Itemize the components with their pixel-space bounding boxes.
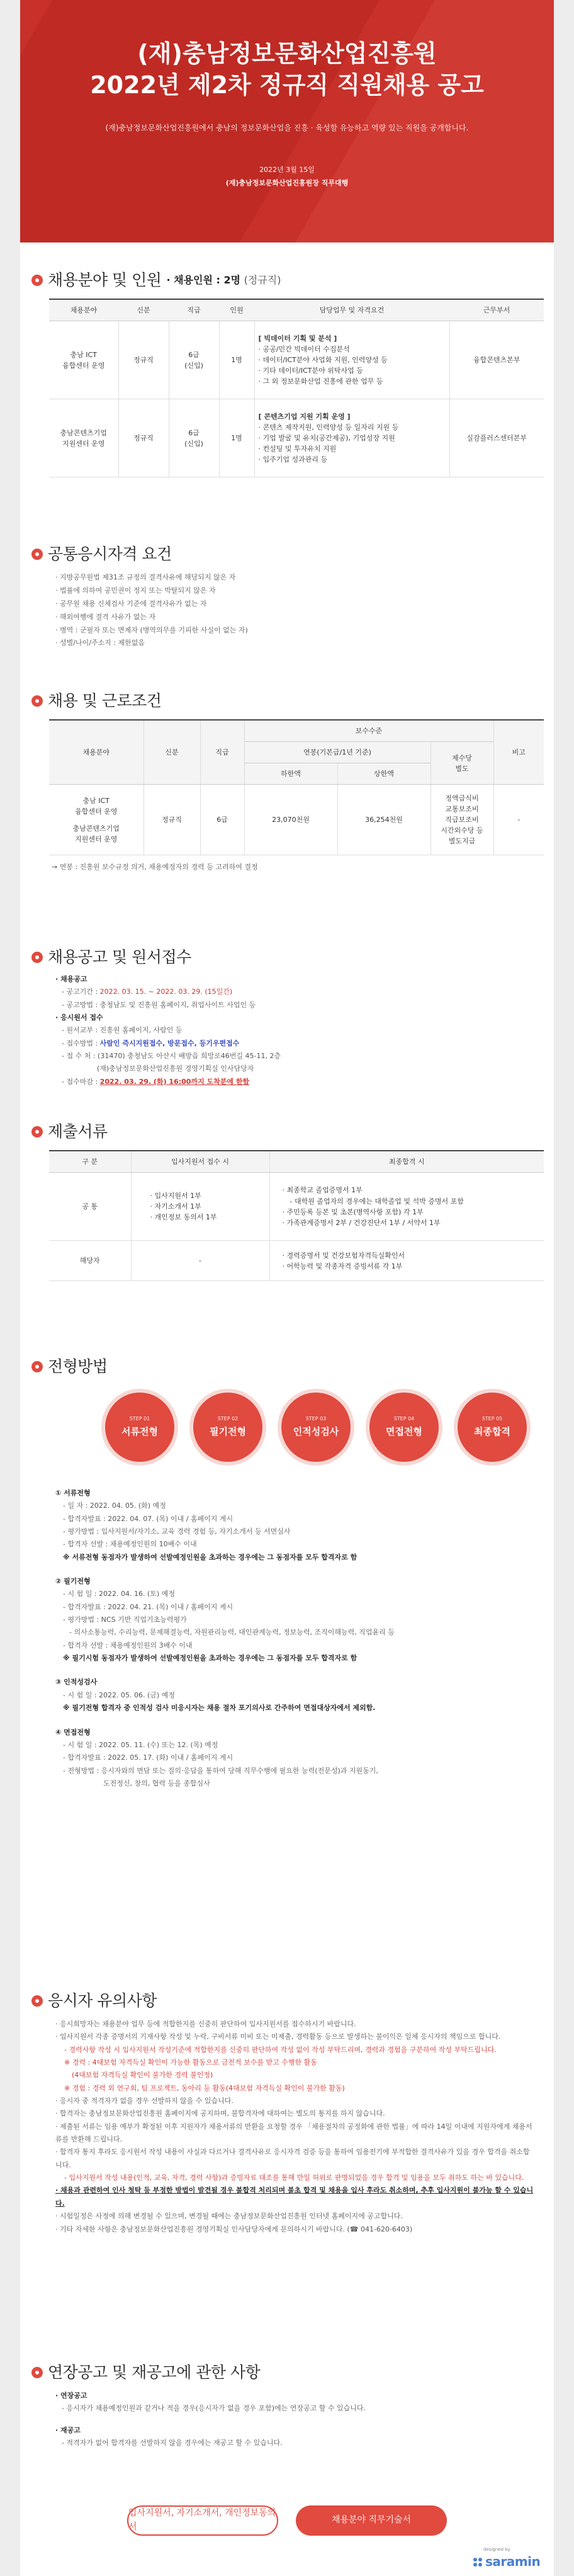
section-title xyxy=(31,948,554,967)
bullet-circle-icon xyxy=(31,1361,43,1372)
notice-item: · 응시희망자는 채용분야 업무 등에 적합한지를 신중히 판단하여 입사지원서를 접수하시기 바랍니다. xyxy=(55,2020,356,2028)
step-circle xyxy=(281,1393,351,1462)
hero-title xyxy=(20,38,554,101)
grade-type: (신입) xyxy=(184,361,203,370)
info-line: - 평가방법 : NCS 기반 직업기초능력평가 xyxy=(63,1616,187,1624)
duty-text: 콘텐츠 제작지원, 인력양성 등 일자리 지원 등 xyxy=(262,423,399,431)
info-line: - 적격자가 없어 합격자를 선발하지 않을 경우에는 재공고 할 수 있습니다. xyxy=(62,2439,283,2448)
process-steps xyxy=(105,1393,554,1462)
info-line: - 공고방법 : 충청남도 및 진흥원 홈페이지, 취업사이트 사업인 등 xyxy=(62,1000,256,1009)
duty-text: 공공/민간 빅데이터 수집분석 xyxy=(262,345,350,353)
info-line: 도전정신, 창의, 협력 등을 종합심사 xyxy=(103,1779,210,1787)
list-item: · 법률에 의하여 공민권이 정지 또는 박탈되지 않은 자 xyxy=(55,584,554,598)
notice-list xyxy=(55,2018,534,2236)
posting-period: 2022. 03. 15. ~ 2022. 03. 29. (15일간) xyxy=(99,988,233,996)
table-header: 하한액 xyxy=(244,763,337,785)
sub-heading: · 연장공고 xyxy=(55,2391,87,2400)
field-name: 충남콘텐츠기업 xyxy=(60,428,107,437)
doc-text: 어학능력 및 각종자격 증빙서류 각 1부 xyxy=(286,1262,403,1270)
doc-text: 입사지원서 1부 xyxy=(154,1191,201,1200)
doc-item: · 경력증명서 및 건강보험자격득실확인서 xyxy=(282,1251,405,1260)
info-line: - 의사소통능력, 수리능력, 문제해결능력, 자원관리능력, 대인관계능력, 정보능력, 조직이해능력, 직업윤리 등 xyxy=(69,1628,395,1637)
section-application xyxy=(20,948,554,1088)
field-name: 융합센터 운영 xyxy=(75,807,118,816)
info-text: - 일 자 : 2022. 04. 05. (화) 예정 xyxy=(63,1502,166,1510)
notice-item: - 입사지원서 작성 내용(인적, 교육, 자격, 경력 사항)과 증빙자료 대조를 통해 만일 허위로 판명되었을 경우 합격 및 임용을 모두 취하도 하는 바 있습니다. xyxy=(64,2174,524,2182)
notice-item: · 합격자는 충남정보문화산업진흥원 홈페이지에 공지하며, 불합격자에 대하여는 별도의 통지를 하지 않습니다. xyxy=(55,2109,385,2118)
info-line xyxy=(55,1500,554,1512)
note-cell: - xyxy=(493,785,544,855)
step-label: STEP 02 xyxy=(217,1415,239,1422)
duty-item: · 데이터/ICT분야 사업화 지원, 인력양성 등 xyxy=(258,356,388,365)
info-line: - 합격자발표 : 2022. 04. 21. (목) 이내 / 홈페이지 게시 xyxy=(63,1602,234,1611)
bullet-circle-icon xyxy=(31,549,43,560)
headcount-label xyxy=(166,273,281,288)
benefit-cell xyxy=(430,785,493,855)
bullet-circle-icon xyxy=(31,1995,43,2007)
bullet-circle-icon xyxy=(31,2367,43,2378)
doc-item: · 자기소개서 1부 xyxy=(150,1202,201,1211)
category-cell: 해당자 xyxy=(49,1241,131,1281)
info-line: - 접 수 처 : (31470) 충청남도 아산시 배방읍 희망로46번길 45-11, 2층 xyxy=(62,1052,281,1061)
saramin-wordmark: saramin xyxy=(485,2554,541,2569)
step-circle xyxy=(458,1393,527,1462)
notice-item: (4대보험 자격득실 확인이 불가한 경력 불인정) xyxy=(72,2071,213,2080)
warning-line: ※ 필기전형 합격자 중 인적성 검사 미응시자는 채용 절차 포기의사로 간주하여 면접대상자에서 제외함. xyxy=(63,1704,376,1713)
doc-item: · 주민등록 등본 및 초본(병역사항 포함) 각 1부 xyxy=(282,1207,424,1216)
headcount-type: (정규직) xyxy=(244,273,281,286)
table-row xyxy=(49,321,544,399)
duty-item: · 입주기업 성과관리 등 xyxy=(258,455,328,464)
process-heading: ④ 면접전형 xyxy=(55,1728,91,1736)
info-line: - 합격자발표 : 2022. 05. 17. (화) 이내 / 홈페이지 게시 xyxy=(63,1753,234,1762)
forms-download-button[interactable]: 입사지원서, 자기소개서, 개인정보동의서 xyxy=(127,2505,278,2536)
section-title xyxy=(31,1122,554,1141)
section-heading: 연장공고 및 재공고에 관한 사항 xyxy=(48,2362,261,2381)
section-heading: 공통응시자격 요건 xyxy=(48,544,172,563)
bullet-circle-icon xyxy=(31,1126,43,1137)
application-method: 사람인 즉시지원접수, 방문접수, 등기우편접수 xyxy=(99,1039,240,1047)
step-name: 면접전형 xyxy=(386,1426,422,1438)
info-label: - 공고기간 : xyxy=(62,988,100,996)
benefit-text: 정액급식비 xyxy=(445,794,479,803)
grade-type: (신입) xyxy=(184,439,203,448)
section-qualifications xyxy=(20,545,554,650)
application-deadline: 2022. 03. 29. (화) 16:00까지 도착분에 한함 xyxy=(99,1077,250,1086)
grade-text: 6급 xyxy=(188,428,200,437)
grade-cell: 6급 xyxy=(200,785,244,855)
hero-title-line1: (재)충남정보문화산업진흥원 xyxy=(137,40,437,67)
category-cell: 공 통 xyxy=(49,1173,131,1241)
conditions-table xyxy=(49,719,544,855)
grade-text: 6급 xyxy=(188,350,200,359)
qualification-list xyxy=(55,571,554,650)
list-item: · 해외여행에 결격 사유가 없는 자 xyxy=(55,611,554,624)
info-line: - 전형방법 : 응시자와의 면담 또는 질의·응답을 통하여 당해 직무수행에 필요한 능력(전문성)과 지원동기, xyxy=(63,1766,378,1775)
doc-text: 최종학교 졸업증명서 1부 xyxy=(286,1186,363,1195)
section-conditions xyxy=(20,692,554,872)
duty-text: 컨설팅 및 투자유치 지원 xyxy=(262,445,337,453)
section-extension xyxy=(20,2363,554,2449)
info-line: - 합격자 선발 : 채용예정인원의 10배수 이내 xyxy=(63,1540,197,1549)
info-line xyxy=(55,1037,554,1050)
info-line: (재)충남정보문화산업진흥원 경영기획실 인사담당자 xyxy=(97,1064,254,1073)
salary-footnote: → 연봉 : 진흥원 보수규정 의거, 채용예정자의 경력 등 고려하여 결정 xyxy=(52,863,258,872)
section-title xyxy=(31,692,554,710)
pay-high-cell: 36,254천원 xyxy=(337,785,430,855)
header-text: 별도 xyxy=(455,764,469,773)
duty-text: 입주기업 성과관리 등 xyxy=(262,455,328,464)
process-heading: ② 필기전형 xyxy=(55,1577,91,1586)
list-item: · 공무원 채용 신체검사 기준에 결격사유가 없는 자 xyxy=(55,598,554,611)
doc-text: 자기소개서 1부 xyxy=(154,1202,201,1211)
duty-item: · 콘텐츠 제작지원, 인력양성 등 일자리 지원 등 xyxy=(258,423,399,431)
duty-text: 그 외 정보문화산업 진흥에 관한 업무 등 xyxy=(262,377,383,386)
table-header: 직급 xyxy=(169,299,219,321)
status-cell: 정규직 xyxy=(144,785,200,855)
saramin-logo xyxy=(473,2547,541,2572)
section-heading: 제출서류 xyxy=(48,1122,108,1141)
section-title xyxy=(31,271,554,290)
doc-text: 가족관계증명서 2부 / 건강진단서 1부 / 서약서 1부 xyxy=(286,1218,441,1227)
positions-table xyxy=(49,299,544,477)
table-header: 근무부서 xyxy=(449,299,544,321)
duty-item: · 컨설팅 및 투자유치 지원 xyxy=(258,445,337,453)
headcount-text: · 채용인원 : 2명 xyxy=(166,273,241,286)
info-line: - 평가방법 : 입사지원서/자기소, 교육 경력 경험 등, 자기소개서 등 서면심사 xyxy=(63,1527,291,1536)
doc-item: · 가족관계증명서 2부 / 건강진단서 1부 / 서약서 1부 xyxy=(282,1218,441,1227)
pay-low-cell: 23,070천원 xyxy=(244,785,337,855)
info-line: - 합격자발표 : 2022. 04. 07. (목) 이내 / 홈페이지 게시 xyxy=(63,1514,234,1523)
extension-info xyxy=(55,2390,554,2449)
info-line xyxy=(55,1076,554,1088)
benefit-text: 교통보조비 xyxy=(445,805,479,814)
warning-line: ※ 필기시험 동점자가 발생하여 선발예정인원을 초과하는 경우에는 그 동점자를 모두 합격자로 함 xyxy=(63,1654,357,1663)
step-circle xyxy=(105,1393,174,1462)
duty-heading: [ 콘텐츠기업 지원 기획 운영 ] xyxy=(258,412,351,421)
hero-subtitle: (재)충남정보문화산업진흥원에서 충남의 정보문화산업을 진흥 · 육성할 유능하고 역량 있는 직원을 공개합니다. xyxy=(105,123,469,133)
duty-text: 데이터/ICT분야 사업화 지원, 인력양성 등 xyxy=(262,356,388,365)
benefit-text: 직급보조비 xyxy=(445,816,479,824)
list-item: · 병역 : 군필자 또는 면제자 (병역의무를 기피한 사실이 없는 자) xyxy=(55,624,554,637)
notice-item: · 합격자 통지 후라도 응시원서 작성 내용이 사실과 다르거나 결격사유로 응시자격 검증 등을 통하여 임용전기에 부적합한 결격사유가 있을 경우 합격을 취소합니다. xyxy=(55,2148,530,2169)
table-header: 구 분 xyxy=(49,1151,131,1173)
duty-description-button[interactable]: 채용분야 직무기술서 xyxy=(296,2505,447,2536)
saramin-mark-icon xyxy=(473,2558,482,2567)
table-row xyxy=(49,1173,544,1241)
step-name: 서류전형 xyxy=(121,1426,158,1438)
section-heading: 채용분야 및 인원 xyxy=(48,270,162,289)
info-line: - 시 험 일 : 2022. 05. 11. (수) 또는 12. (목) 예정 xyxy=(63,1740,218,1749)
process-heading: ① 서류전형 xyxy=(55,1489,91,1497)
table-header: 입사지원서 접수 시 xyxy=(131,1151,269,1173)
application-info xyxy=(55,973,554,1088)
doc-item: · 어학능력 및 각종자격 증빙서류 각 1부 xyxy=(282,1262,403,1270)
hero-title-line2: 2022년 제2차 정규직 직원채용 공고 xyxy=(90,71,484,100)
section-heading: 전형방법 xyxy=(48,1357,108,1376)
duty-text: 기업 발굴 및 유치(공간제공), 기업성장 지원 xyxy=(262,434,395,443)
table-row xyxy=(49,785,544,855)
dept-cell: 융합콘텐츠본부 xyxy=(449,321,544,399)
step-circle xyxy=(193,1393,262,1462)
sub-heading: · 재공고 xyxy=(55,2425,81,2434)
info-line: - 시 험 일 : 2022. 05. 06. (금) 예정 xyxy=(63,1690,175,1699)
info-label: - 접수마감 : xyxy=(62,1077,100,1086)
duty-item: · 그 외 정보문화산업 진흥에 관한 업무 등 xyxy=(258,377,383,386)
field-name: 충남 ICT xyxy=(70,350,97,359)
field-name: 융합센터 운영 xyxy=(62,361,105,370)
doc-text: 주민등록 등본 및 초본(병역사항 포함) 각 1부 xyxy=(286,1207,424,1216)
bullet-circle-icon xyxy=(31,275,43,286)
info-line: - 원서교부 : 진흥원 홈페이지, 사람인 등 xyxy=(62,1026,183,1035)
field-name: 충남 ICT xyxy=(82,796,110,805)
info-label: - 접수방법 : xyxy=(62,1039,100,1047)
download-buttons xyxy=(20,2505,554,2536)
notice-item: · 입사지원서 각종 증명서의 기재사항 작성 및 누락, 구비서류 미비 또는 미제출, 경력활동 등으로 발생하는 불이익은 일체 응시자의 책임으로 합니다. xyxy=(55,2032,501,2041)
table-header: 비고 xyxy=(493,720,544,785)
step-label: STEP 01 xyxy=(129,1415,150,1422)
header-text: 제수당 xyxy=(452,753,472,762)
section-title xyxy=(31,1357,554,1376)
apply-docs-cell xyxy=(131,1173,269,1241)
table-row xyxy=(49,1241,544,1281)
table-header: 채용분야 xyxy=(49,720,144,785)
doc-text: 경력증명서 및 건강보험자격득실확인서 xyxy=(286,1251,405,1260)
step-circle xyxy=(369,1393,439,1462)
section-process xyxy=(20,1357,554,1790)
list-item: · 지방공무원법 제31조 규정의 결격사유에 해당되지 않은 자 xyxy=(55,571,554,584)
documents-table xyxy=(49,1150,544,1281)
step-label: STEP 05 xyxy=(481,1415,503,1422)
duty-cell xyxy=(254,399,449,477)
step-label: STEP 03 xyxy=(305,1415,327,1422)
hero-date: 2022년 3월 15일 xyxy=(259,165,315,174)
field-name: 충남콘텐츠기업 xyxy=(72,824,120,833)
section-positions xyxy=(20,271,554,477)
table-header: 연봉(기본급/1년 기준) xyxy=(244,742,430,763)
duty-heading: [ 빅데이터 기획 및 분석 ] xyxy=(258,334,337,343)
table-header: 상한액 xyxy=(337,763,430,785)
doc-item: · 입사지원서 1부 xyxy=(150,1191,201,1200)
notice-item: - 경력사항 작성 시 입사지원서 작성기준에 적합한지를 신중히 판단하여 작성 없이 작성 부탁드리며, 경력과 경험을 구분하여 작성 부탁드립니다. xyxy=(64,2045,497,2054)
section-title xyxy=(31,1992,554,2010)
table-header: 담당업무 및 자격요건 xyxy=(254,299,449,321)
duty-cell xyxy=(254,321,449,399)
step-name: 필기전형 xyxy=(210,1426,246,1438)
section-documents xyxy=(20,1122,554,1281)
field-cell xyxy=(49,321,118,399)
job-posting-card xyxy=(20,0,554,2576)
field-name: 지원센터 운영 xyxy=(62,439,105,448)
apply-docs-cell: - xyxy=(131,1241,269,1281)
notice-item: · 채용과 관련하여 인사 청탁 등 부정한 방법이 발견될 경우 불합격 처리되며 불초 합격 및 채용을 입사 후라도 취소하며, 추후 입사지원이 불가능 할 수 있습니다. xyxy=(55,2186,534,2208)
bullet-circle-icon xyxy=(31,952,43,963)
count-cell: 1명 xyxy=(219,399,254,477)
doc-item: - 대학원 졸업자의 경우에는 대학졸업 및 석박 증명서 포함 xyxy=(290,1197,464,1205)
process-heading: ③ 인적성검사 xyxy=(55,1678,98,1687)
process-details xyxy=(55,1487,554,1790)
hero-org: (재)충남정보문화산업진흥원장 직무대행 xyxy=(225,178,349,187)
table-header: 신분 xyxy=(144,720,200,785)
notice-item: · 응시자 중 적격자가 없을 경우 선발하지 않을 수 있습니다. xyxy=(55,2097,234,2106)
bullet-circle-icon xyxy=(31,695,43,707)
table-header: 보수수준 xyxy=(244,720,493,742)
field-cell xyxy=(49,399,118,477)
table-header: 인원 xyxy=(219,299,254,321)
notice-item: · 시험일정은 사정에 의해 변경될 수 있으며, 변경될 때에는 충남정보문화산업진흥원 인터넷 홈페이지에 공고합니다. xyxy=(55,2212,403,2221)
duty-item: · 기업 발굴 및 유치(공간제공), 기업성장 지원 xyxy=(258,434,395,443)
status-cell: 정규직 xyxy=(118,399,169,477)
table-header: 직급 xyxy=(200,720,244,785)
duty-item: · 공공/민간 빅데이터 수집분석 xyxy=(258,345,350,353)
doc-item: · 개인정보 동의서 1부 xyxy=(150,1213,217,1222)
step-name: 최종합격 xyxy=(474,1426,510,1438)
info-line xyxy=(55,986,554,998)
step-label: STEP 04 xyxy=(393,1415,415,1422)
count-cell: 1명 xyxy=(219,321,254,399)
notice-item: · 제출된 서류는 임용 예부가 확정된 이후 지원자가 채용서류의 반환을 요청할 경우 「채용절차의 공정화에 관한 법률」에 따라 14일 이내에 지원자에게 채용서류를 반환해 드립니다. xyxy=(55,2122,532,2144)
doc-text: 개인정보 동의서 1부 xyxy=(154,1213,217,1222)
table-header: 채용분야 xyxy=(49,299,118,321)
field-name: 지원센터 운영 xyxy=(75,835,118,843)
step-name: 인적성검사 xyxy=(293,1426,339,1438)
duty-item: · 기타 데이터/ICT분야 위탁사업 등 xyxy=(258,367,363,375)
table-header: 신분 xyxy=(118,299,169,321)
doc-item: · 최종학교 졸업증명서 1부 xyxy=(282,1186,363,1195)
status-cell: 정규직 xyxy=(118,321,169,399)
final-docs-cell xyxy=(269,1241,544,1281)
sub-heading: · 응시원서 접수 xyxy=(55,1013,103,1022)
grade-cell xyxy=(169,399,219,477)
final-docs-cell xyxy=(269,1173,544,1241)
section-heading: 채용공고 및 원서접수 xyxy=(48,947,191,966)
field-cell xyxy=(49,785,144,855)
duty-text: 기타 데이터/ICT분야 위탁사업 등 xyxy=(262,367,363,375)
info-line: - 시 험 일 : 2022. 04. 16. (토) 예정 xyxy=(63,1590,175,1599)
dept-cell: 실감플러스센터본부 xyxy=(449,399,544,477)
hero-banner xyxy=(20,0,554,242)
designed-by-text: designed by xyxy=(483,2547,510,2552)
notice-item: ※ 경력 : 4대보험 자격득실 확인이 가능한 활동으로 금전적 보수를 받고 수행한 활동 xyxy=(64,2058,317,2067)
section-heading: 채용 및 근로조건 xyxy=(48,691,162,710)
section-notice xyxy=(20,1992,554,2236)
table-header: 최종합격 시 xyxy=(269,1151,544,1173)
section-heading: 응시자 유의사항 xyxy=(48,1991,157,2010)
info-line: - 합격자 선발 : 채용예정인원의 3배수 이내 xyxy=(63,1641,193,1650)
table-row xyxy=(49,399,544,477)
section-title xyxy=(31,545,554,564)
section-title xyxy=(31,2363,554,2382)
warning-line: ※ 서류전형 동점자가 발생하여 선발예정인원을 초과하는 경우에는 그 동점자를 모두 합격자로 함 xyxy=(63,1553,357,1561)
sub-heading: · 채용공고 xyxy=(55,975,87,983)
grade-cell xyxy=(169,321,219,399)
info-line: - 응시자가 채용예정인원과 같거나 적을 경우(응시자가 없을 경우 포함)에는 연장공고 할 수 있습니다. xyxy=(62,2404,366,2413)
benefit-text: 시간외수당 등 xyxy=(441,826,483,835)
benefit-text: 별도지급 xyxy=(448,837,476,846)
notice-item: · 기타 자세한 사항은 충남정보문화산업진흥원 경영기획실 인사담당자에게 문의하시기 바랍니다. (☎ 041-620-6403) xyxy=(55,2225,413,2233)
list-item: · 성별/나이/주소지 : 제한없음 xyxy=(55,637,554,650)
notice-item: ※ 경험 : 경력 외 연구회, 팀 프로젝트, 동아리 등 활동(4대보험 자격득실 확인이 불가한 활동) xyxy=(64,2083,345,2092)
table-header xyxy=(430,742,493,785)
